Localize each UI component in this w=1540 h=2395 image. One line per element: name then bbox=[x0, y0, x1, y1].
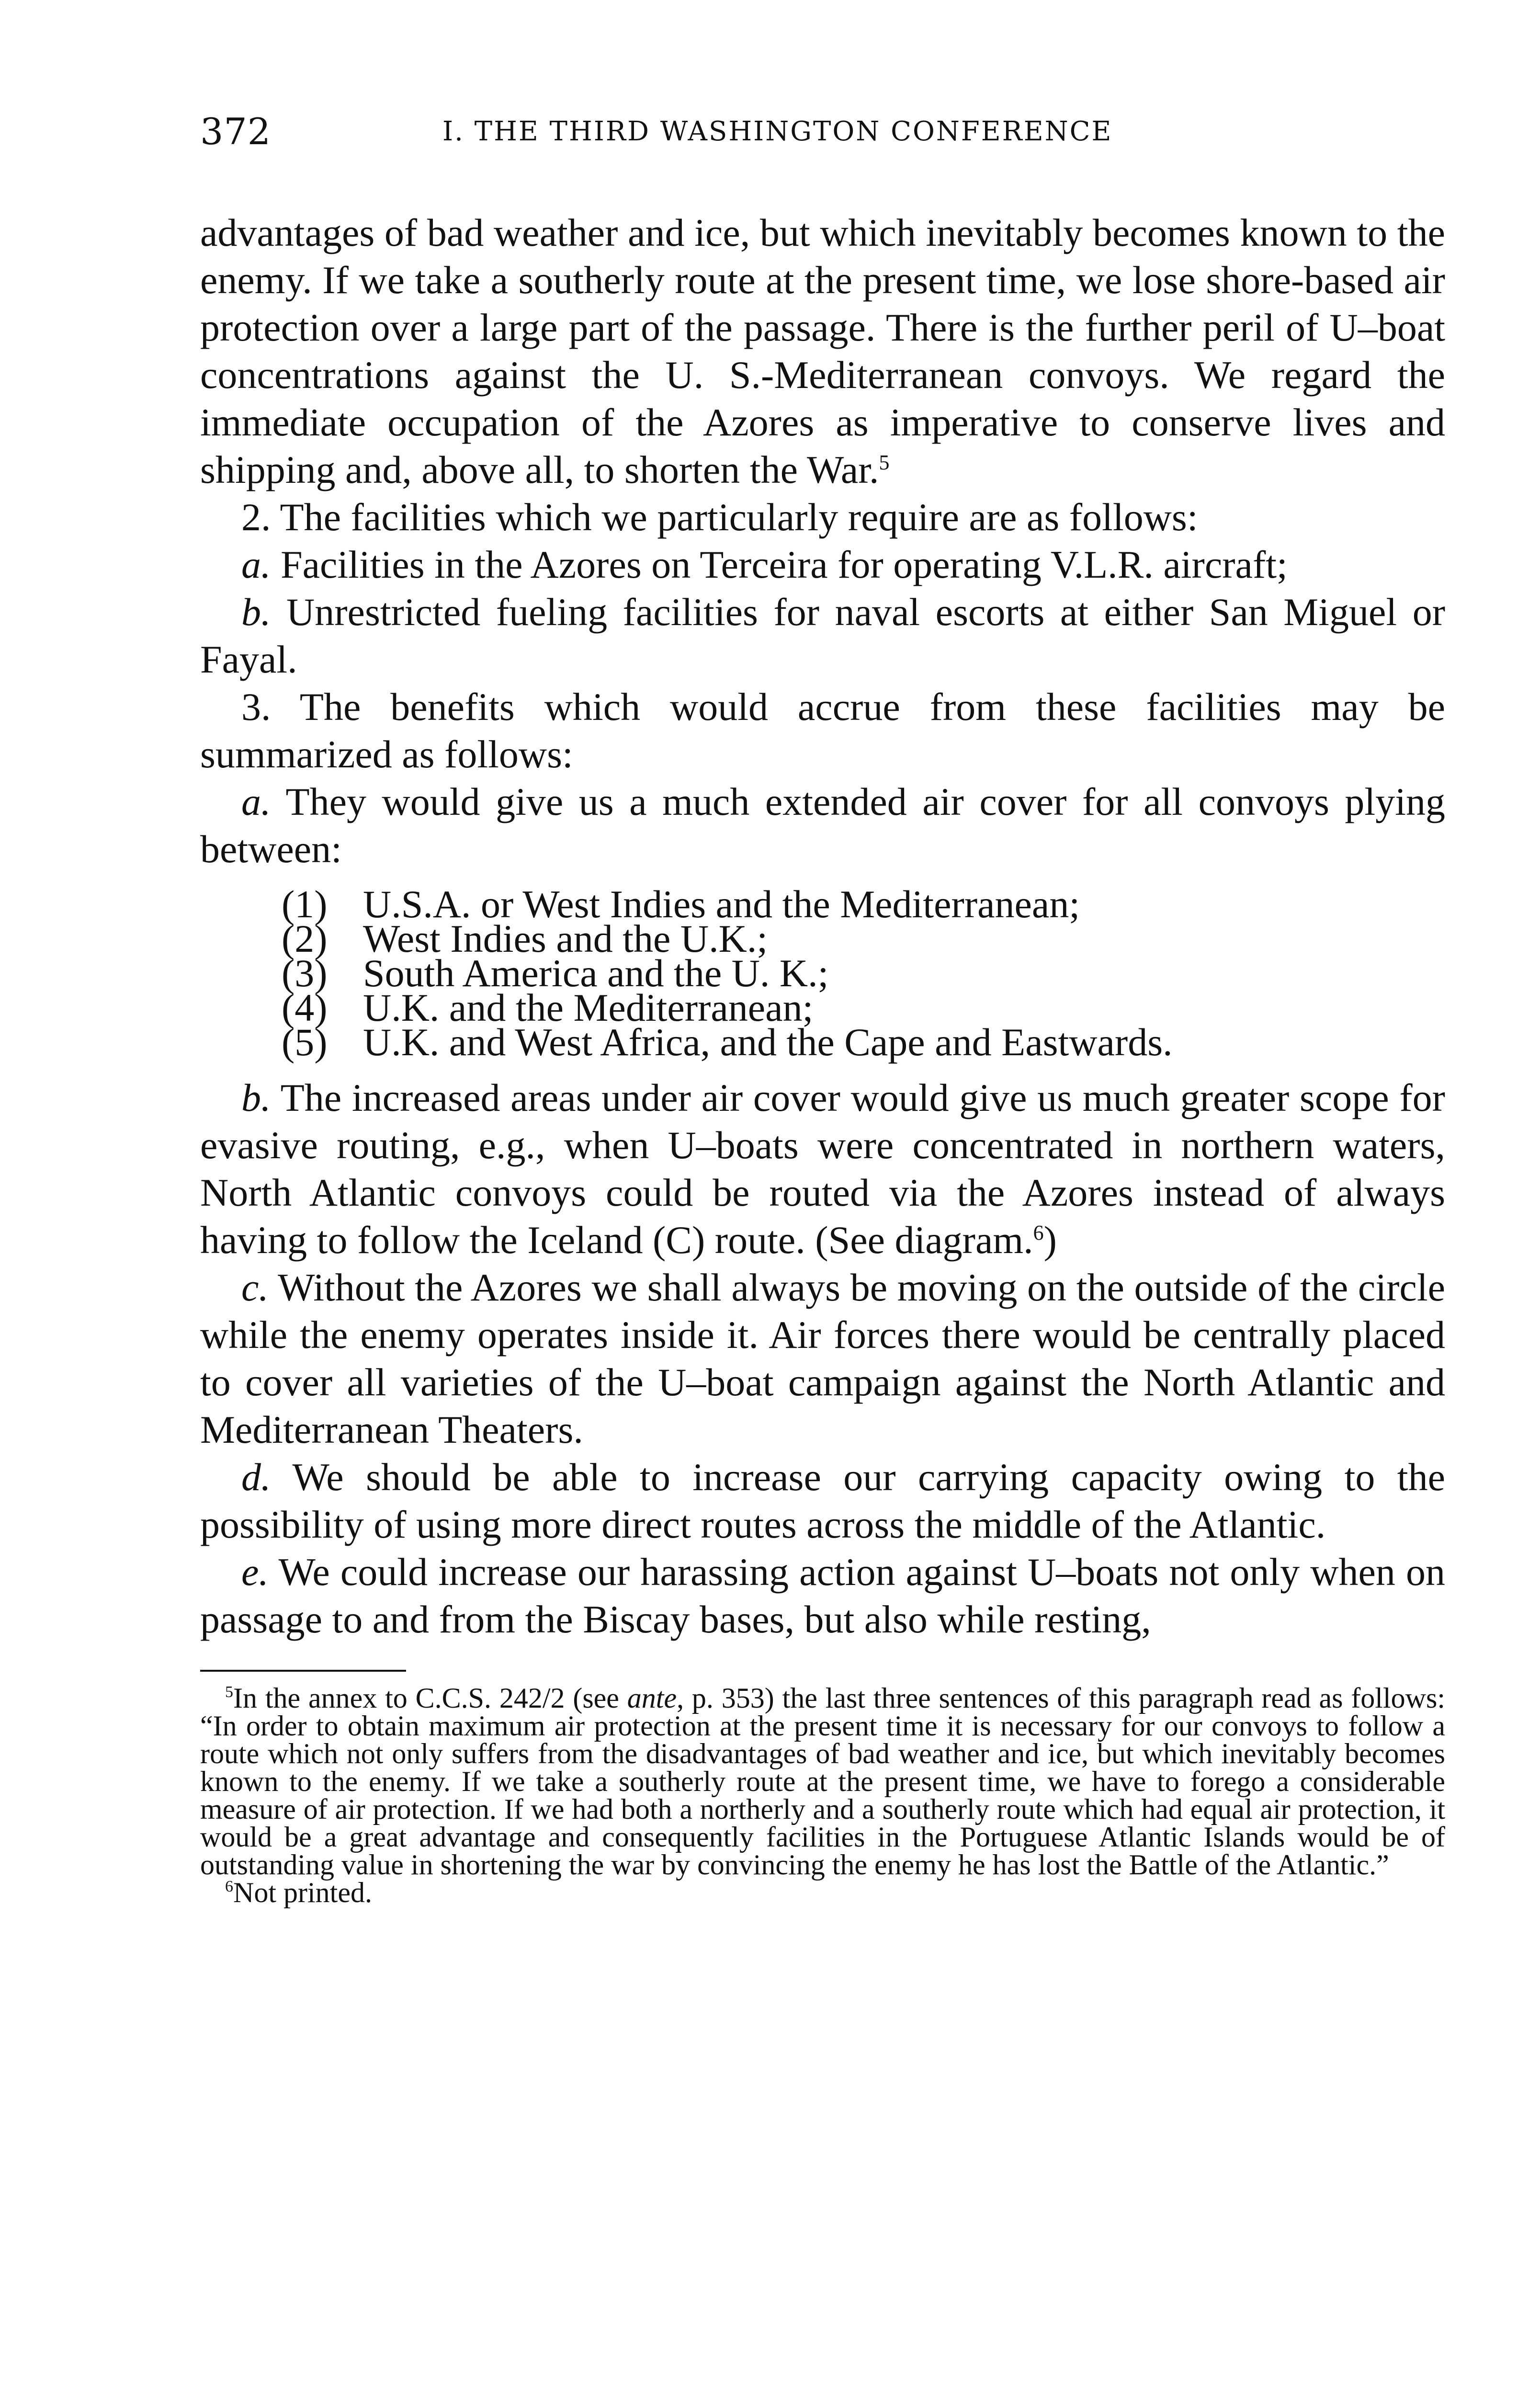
item-3c-text: Without the Azores we shall always be moving on the outside of the circle while the enemy operates inside it. Air forces there would be centrally placed to cover all varieties of the U–boat campaign against the North Atlantic and Mediterranean Theaters. bbox=[200, 1266, 1445, 1451]
item-3b-text: The increased areas under air cover would give us much greater scope for evasive routing, e.g., when U–boats were concentrated in northern waters, North Atlantic convoys could be routed via the Azores instead of always having to follow the Iceland (C) route. (See diagram. bbox=[200, 1076, 1445, 1262]
item-3c bbox=[200, 1264, 1445, 1453]
route-text: West Indies and the U.K.; bbox=[363, 917, 768, 960]
item-2a-text: Facilities in the Azores on Terceira for operating V.L.R. aircraft; bbox=[281, 543, 1288, 586]
route-number: (5) bbox=[282, 1020, 328, 1064]
route-list bbox=[282, 882, 1445, 1064]
item-3d bbox=[200, 1453, 1445, 1548]
running-head: I. THE THIRD WASHINGTON CONFERENCE bbox=[442, 116, 1113, 147]
route-number: (3) bbox=[282, 951, 328, 995]
footnote-divider bbox=[200, 1670, 406, 1672]
footnotes bbox=[200, 1684, 1445, 1906]
item-3c-label: c. bbox=[241, 1266, 269, 1309]
paragraph-2: 2. The facilities which we particularly require are as follows: bbox=[241, 495, 1198, 539]
footnote-6 bbox=[200, 1879, 1445, 1906]
page-number: 372 bbox=[200, 110, 272, 153]
footnote-ref-6: 6 bbox=[1033, 1221, 1044, 1244]
footnote-5 bbox=[200, 1684, 1445, 1879]
item-3b bbox=[200, 1074, 1445, 1264]
footnote-5-number: 5 bbox=[225, 1683, 233, 1701]
route-number: (4) bbox=[282, 986, 328, 1029]
route-text: U.S.A. or West Indies and the Mediterranean; bbox=[363, 882, 1080, 926]
item-3d-text: We should be able to increase our carrying capacity owing to the possibility of using more direct routes across the middle of the Atlantic. bbox=[200, 1455, 1445, 1546]
item-3a bbox=[200, 778, 1445, 873]
item-3b-close: ) bbox=[1043, 1218, 1057, 1262]
route-text: U.K. and West Africa, and the Cape and Eastwards. bbox=[363, 1020, 1173, 1064]
item-3d-label: d. bbox=[241, 1455, 271, 1499]
paragraph-3: 3. The benefits which would accrue from these facilities may be summarized as follows: bbox=[200, 685, 1445, 776]
page-header bbox=[200, 110, 1445, 163]
item-2a bbox=[200, 541, 1445, 588]
route-number: (2) bbox=[282, 917, 328, 960]
item-3e-text: We could increase our harassing action against U–boats not only when on passage to and from the Biscay bases, but also while resting, bbox=[200, 1550, 1445, 1641]
footnote-ref-5: 5 bbox=[879, 451, 890, 474]
route-text: South America and the U. K.; bbox=[363, 951, 829, 995]
item-3a-text: They would give us a much extended air cover for all convoys plying between: bbox=[200, 780, 1445, 871]
item-2b-label: b. bbox=[241, 590, 271, 634]
footnote-5-text: In the annex to C.C.S. 242/2 (see bbox=[233, 1682, 627, 1714]
paragraph-intro-text: advantages of bad weather and ice, but which inevitably becomes known to the enemy. If we take a southerly route at the present time, we lose shore-based air protection over a large part of the passage. There is the further peril of U–boat concentrations against the U. S.-Mediterranean convoys. We regard the immediate occupation of the Azores as imperative to conserve lives and shipping and, above all, to shorten the War. bbox=[200, 211, 1445, 491]
item-3a-label: a. bbox=[241, 780, 271, 823]
body-text bbox=[200, 209, 1445, 1643]
footnote-6-text: Not printed. bbox=[233, 1877, 372, 1908]
footnote-5-text-cont: , p. 353) the last three sentences of this paragraph read as follows: “In order to obtain maximum air protection at the present time it is necessary for our convoys to follow a route which not only suffers from the disadvantages of bad weather and ice, but which inevitably becomes known to the enemy. If we take a southerly route at the present time, we have to forego a considerable measure of air protection. If we had both a northerly and a southerly route which had equal air protection, it would be a great advantage and consequently facilities in the Portuguese Atlantic Islands would be of outstanding value in shortening the war by convincing the enemy he has lost the Battle of the Atlantic.” bbox=[200, 1682, 1446, 1881]
item-3e bbox=[200, 1548, 1445, 1643]
route-item bbox=[282, 1020, 1445, 1064]
route-text: U.K. and the Mediterranean; bbox=[363, 986, 814, 1029]
route-number: (1) bbox=[282, 882, 328, 926]
footnote-6-number: 6 bbox=[225, 1878, 233, 1895]
item-2a-label: a. bbox=[241, 543, 271, 586]
item-3b-label: b. bbox=[241, 1076, 271, 1119]
footnote-5-ante: ante bbox=[627, 1682, 677, 1714]
document-page bbox=[200, 110, 1445, 1906]
paragraph-intro bbox=[200, 209, 1445, 493]
item-2b-text: Unrestricted fueling facilities for naval escorts at either San Miguel or Fayal. bbox=[200, 590, 1446, 681]
item-3e-label: e. bbox=[241, 1550, 269, 1594]
item-2b bbox=[200, 588, 1445, 683]
